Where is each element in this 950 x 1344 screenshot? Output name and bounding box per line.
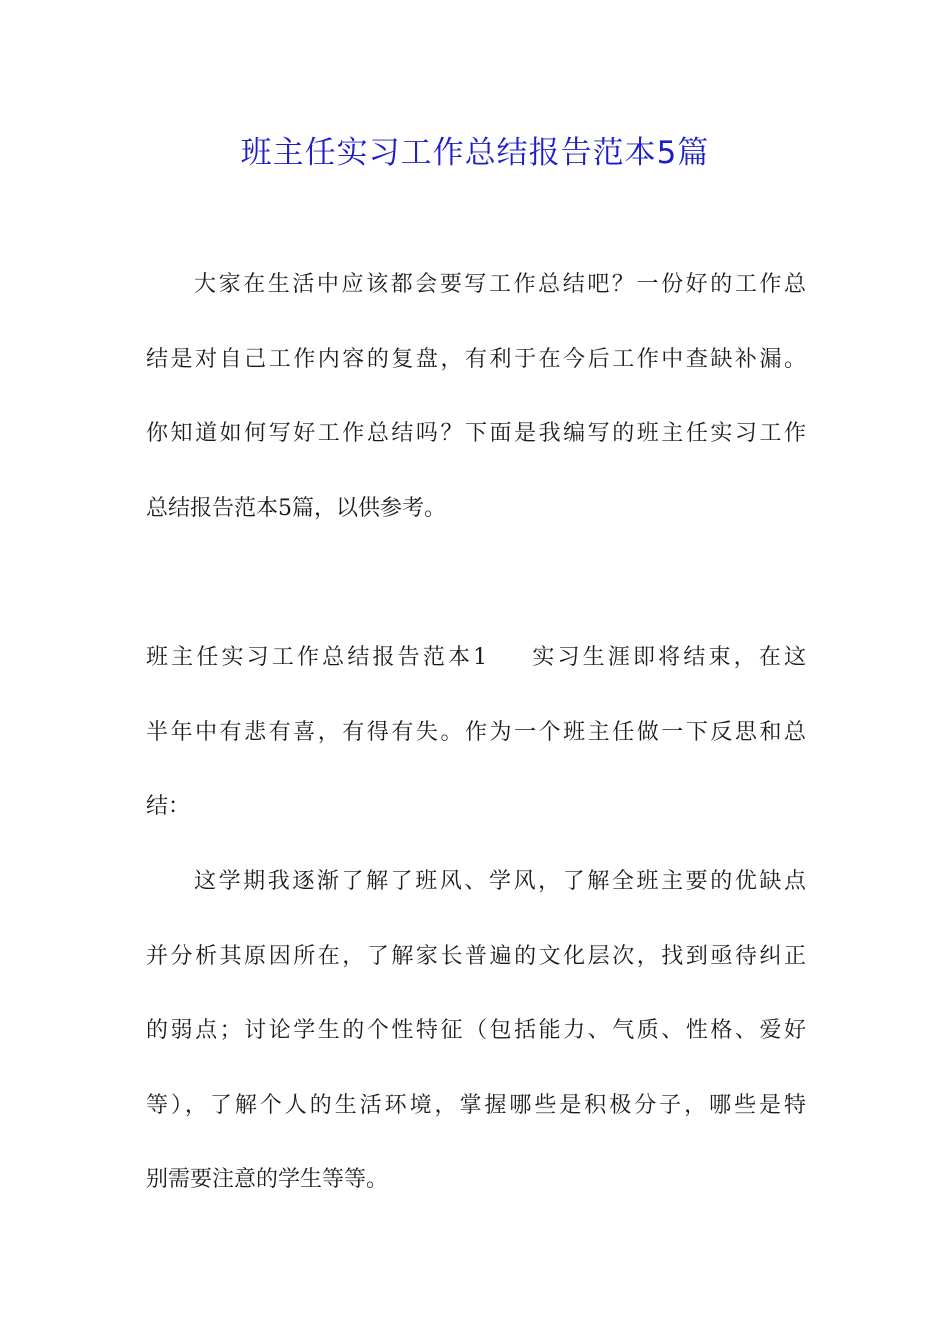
section-heading: 班主任实习工作总结报告范本1: [146, 645, 488, 670]
text-line: 等），了解个人的生活环境，掌握哪些是积极分子，哪些是特: [146, 1093, 806, 1118]
text-line-rest: 实习生涯即将结束，在这: [529, 645, 806, 670]
text-line: 半年中有悲有喜，有得有失。作为一个班主任做一下反思和总: [146, 720, 806, 745]
text-line: 别需要注意的学生等等。: [146, 1167, 389, 1192]
section-heading-line: [146, 638, 806, 678]
text-line: 大家在生活中应该都会要写工作总结吧？一份好的工作总: [194, 272, 806, 297]
text-line: 的弱点；讨论学生的个性特征（包括能力、气质、性格、爱好: [146, 1018, 806, 1043]
text-line: 结：: [146, 794, 191, 819]
text-line: 并分析其原因所在，了解家长普遍的文化层次，找到亟待纠正: [146, 944, 806, 969]
text-line: 总结报告范本5篇，以供参考。: [146, 496, 446, 521]
text-line: 你知道如何写好工作总结吗？下面是我编写的班主任实习工作: [146, 421, 806, 446]
document-title: 班主任实习工作总结报告范本5篇: [240, 135, 710, 171]
text-line: 结是对自己工作内容的复盘，有利于在今后工作中查缺补漏。: [146, 347, 806, 372]
text-line: 这学期我逐渐了解了班风、学风，了解全班主要的优缺点: [194, 869, 806, 894]
